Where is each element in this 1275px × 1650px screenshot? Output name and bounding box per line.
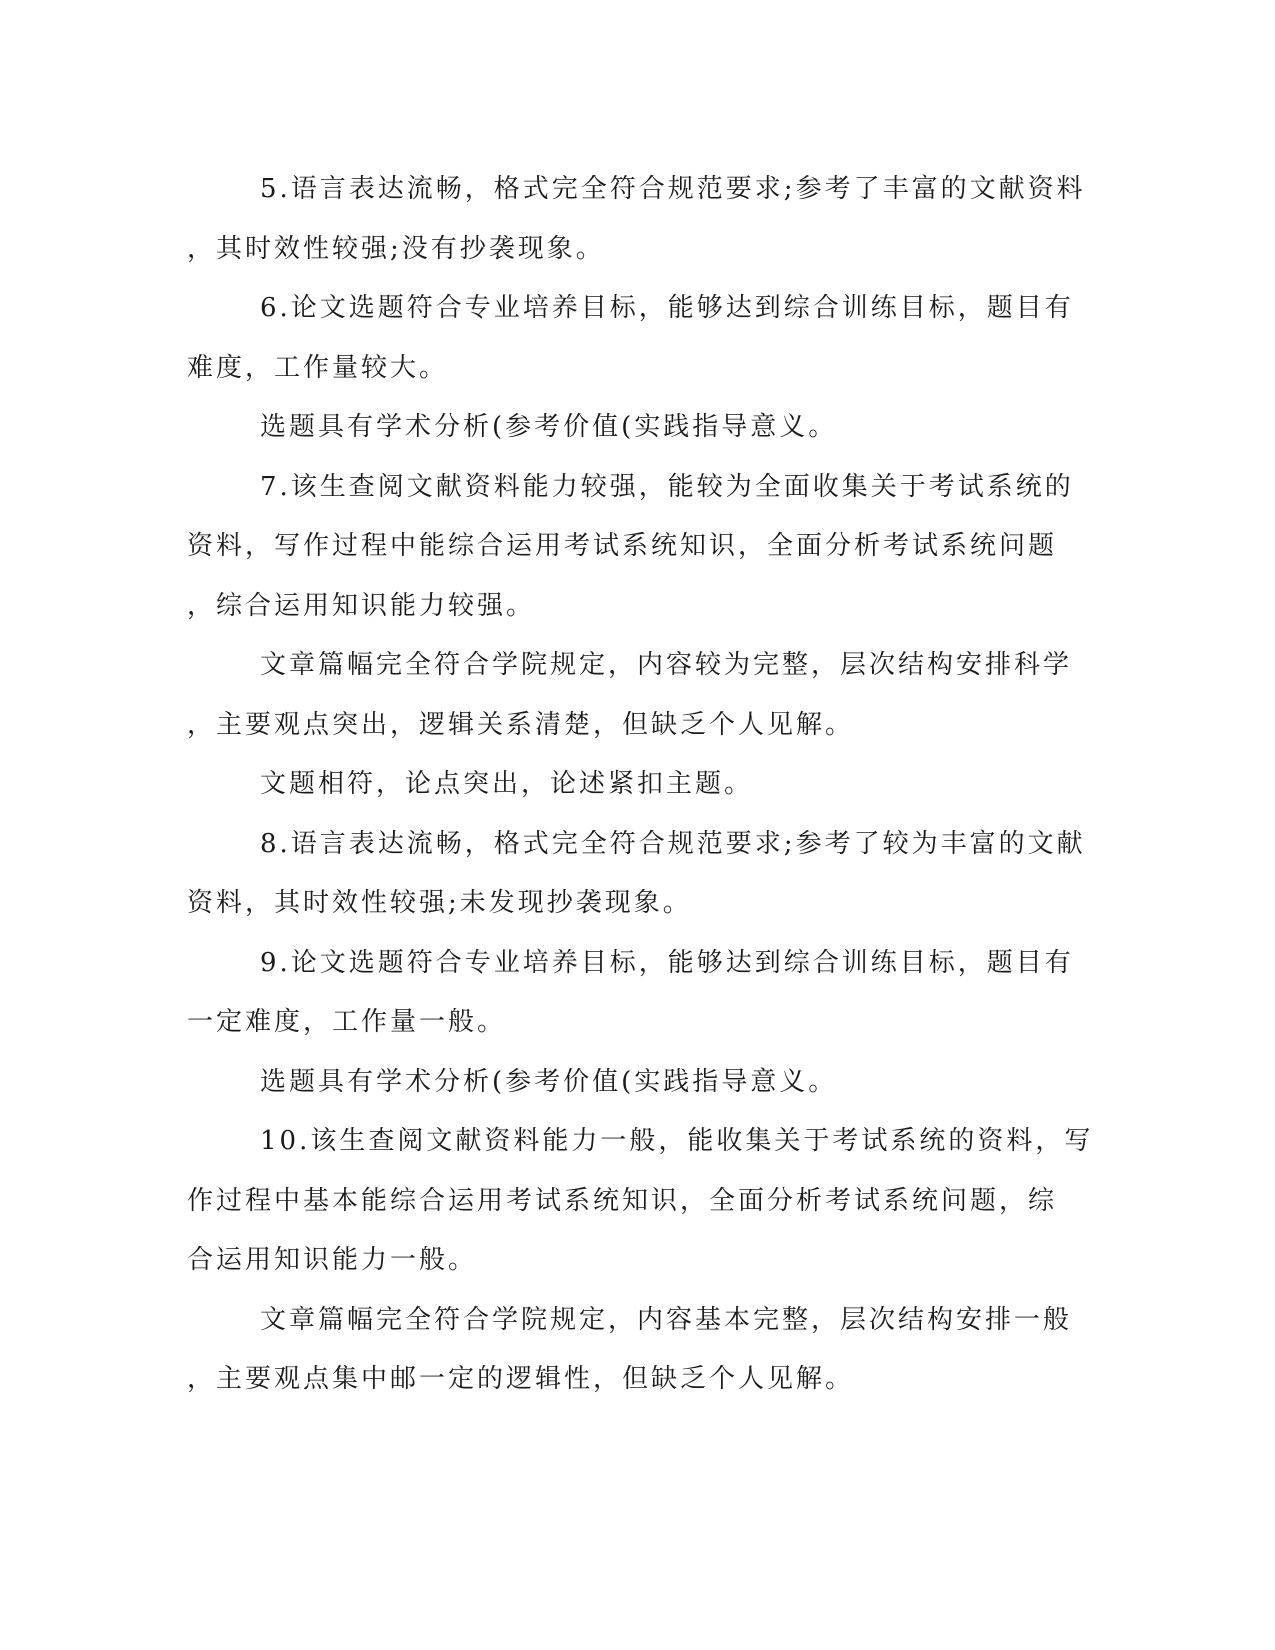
paragraph-10 (187, 1112, 1094, 1291)
paragraph-theme (187, 755, 1087, 815)
paragraph-7 (187, 458, 1087, 637)
text-line: 10.该生查阅文献资料能力一般，能收集关于考试系统的资料，写 (260, 1126, 1094, 1156)
paragraph-structure-2 (187, 1291, 1087, 1410)
text-line: 资料，其时效性较强;未发现抄袭现象。 (187, 888, 692, 918)
paragraph-8 (187, 815, 1087, 934)
text-line: 资料，写作过程中能综合运用考试系统知识，全面分析考试系统问题 (187, 531, 1058, 561)
text-line: ，综合运用知识能力较强。 (187, 590, 536, 621)
text-line: 选题具有学术分析(参考价值(实践指导意义。 (260, 412, 838, 442)
text-line: 一定难度，工作量一般。 (187, 1007, 507, 1037)
paragraph-9 (187, 934, 1087, 1053)
paragraph-5 (187, 160, 1087, 279)
text-line: ，其时效性较强;没有抄袭现象。 (187, 233, 605, 264)
paragraph-topic-value-2 (187, 1053, 1087, 1113)
text-line: 8.语言表达流畅，格式完全符合规范要求;参考了较为丰富的文献 (260, 828, 1086, 859)
text-line: 文章篇幅完全符合学院规定，内容基本完整，层次结构安排一般 (260, 1304, 1073, 1335)
text-line: 文题相符，论点突出，论述紧扣主题。 (260, 769, 754, 799)
text-line: 选题具有学术分析(参考价值(实践指导意义。 (260, 1066, 838, 1097)
text-line: 9.论文选题符合专业培养目标，能够达到综合训练目标，题目有 (260, 947, 1074, 978)
paragraph-topic-value-1 (187, 398, 1087, 458)
text-line: 5.语言表达流畅，格式完全符合规范要求;参考了丰富的文献资料 (260, 174, 1086, 204)
text-line: ，主要观点突出，逻辑关系清楚，但缺乏个人见解。 (187, 709, 855, 740)
text-line: ，主要观点集中邮一定的逻辑性，但缺乏个人见解。 (187, 1364, 855, 1394)
text-line: 6.论文选题符合专业培养目标，能够达到综合训练目标，题目有 (260, 293, 1074, 323)
text-line: 7.该生查阅文献资料能力较强，能较为全面收集关于考试系统的 (260, 471, 1074, 502)
text-line: 文章篇幅完全符合学院规定，内容较为完整，层次结构安排科学 (260, 650, 1073, 680)
paragraph-6 (187, 279, 1087, 398)
paragraph-structure-1 (187, 636, 1087, 755)
document-body (187, 160, 1094, 1410)
text-line: 作过程中基本能综合运用考试系统知识，全面分析考试系统问题，综 (187, 1185, 1058, 1216)
text-line: 难度，工作量较大。 (187, 352, 449, 383)
text-line: 合运用知识能力一般。 (187, 1245, 478, 1275)
